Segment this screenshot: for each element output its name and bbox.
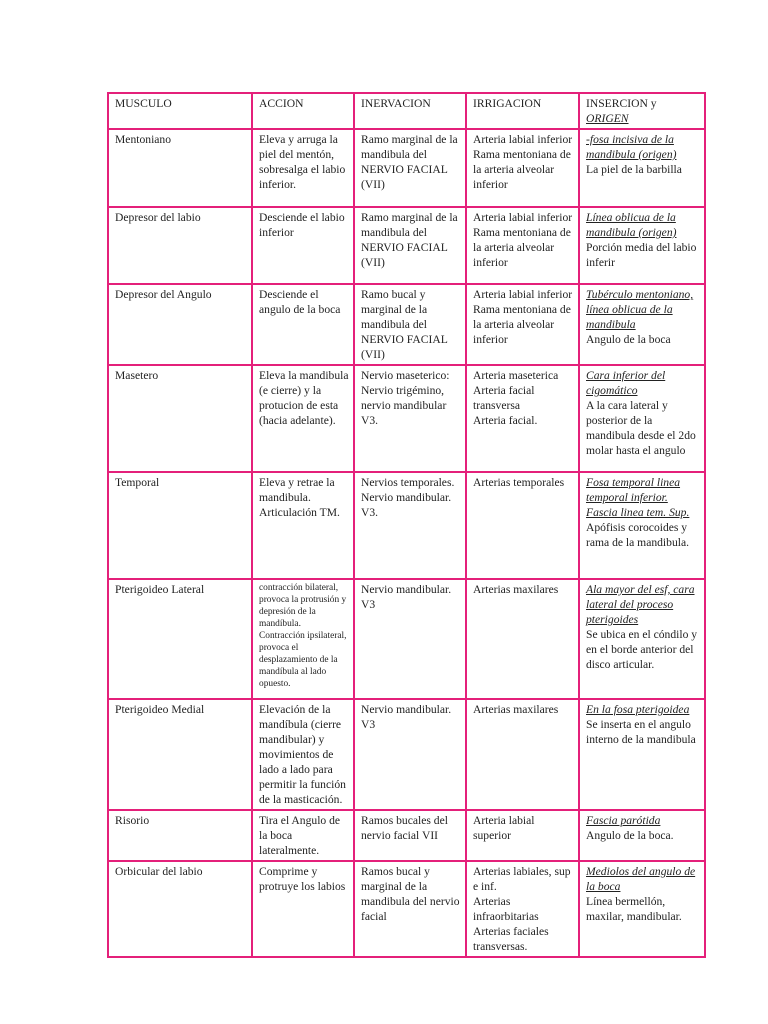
cell-irrigacion bbox=[466, 129, 579, 207]
cell-insercion-origen bbox=[579, 129, 705, 207]
irrigacion-line: Rama mentoniana de la arteria alveolar inferior bbox=[473, 226, 571, 269]
irrigacion-line: Arteria facial transversa bbox=[473, 384, 535, 412]
irrigacion-line: Arteria labial inferior bbox=[473, 133, 573, 146]
cell-accion: Comprime y protruye los labios bbox=[252, 861, 354, 957]
cell-inervacion: Nervio mandibular. V3 bbox=[354, 579, 466, 699]
header-inervacion: INERVACION bbox=[354, 93, 466, 129]
cell-inervacion: Nervio maseterico: Nervio trigémino, nervio mandibular V3. bbox=[354, 365, 466, 472]
table-row bbox=[108, 699, 705, 810]
table-row bbox=[108, 810, 705, 861]
cell-insercion-origen bbox=[579, 207, 705, 284]
muscles-table bbox=[107, 92, 706, 958]
cell-insercion-origen bbox=[579, 861, 705, 957]
irrigacion-line: Arterias infraorbitarias bbox=[473, 895, 539, 923]
cell-musculo: Depresor del labio bbox=[108, 207, 252, 284]
cell-accion: Eleva y retrae la mandibula. Articulación TM. bbox=[252, 472, 354, 579]
cell-insercion-origen bbox=[579, 699, 705, 810]
cell-accion: Eleva la mandibula (e cierre) y la protucion de esta (hacia adelante). bbox=[252, 365, 354, 472]
origen-text: Línea oblicua de la mandibula (origen) bbox=[586, 211, 677, 239]
table-row bbox=[108, 579, 705, 699]
table-row bbox=[108, 365, 705, 472]
cell-irrigacion bbox=[466, 472, 579, 579]
irrigacion-line: Arterias temporales bbox=[473, 476, 565, 489]
cell-irrigacion bbox=[466, 861, 579, 957]
origen-text: Ala mayor del esf, cara lateral del proceso pterigoides bbox=[586, 583, 695, 626]
cell-musculo: Masetero bbox=[108, 365, 252, 472]
cell-accion: Eleva y arruga la piel del mentón, sobresalga el labio inferior. bbox=[252, 129, 354, 207]
header-origen: ORIGEN bbox=[586, 112, 629, 125]
origen-text: Fosa temporal linea temporal inferior. Fascia linea tem. Sup. bbox=[586, 476, 690, 519]
cell-insercion-origen bbox=[579, 365, 705, 472]
table-row bbox=[108, 861, 705, 957]
cell-musculo: Mentoniano bbox=[108, 129, 252, 207]
irrigacion-line: Arteria labial inferior bbox=[473, 288, 573, 301]
irrigacion-line: Arterias faciales transversas. bbox=[473, 925, 549, 953]
irrigacion-line: Rama mentoniana de la arteria alveolar inferior bbox=[473, 303, 571, 346]
header-musculo: MUSCULO bbox=[108, 93, 252, 129]
cell-inervacion: Ramo bucal y marginal de la mandibula del NERVIO FACIAL (VII) bbox=[354, 284, 466, 365]
origen-text: -fosa incisiva de la mandibula (origen) bbox=[586, 133, 677, 161]
insercion-text: Angulo de la boca bbox=[586, 333, 671, 346]
cell-musculo: Pterigoideo Medial bbox=[108, 699, 252, 810]
cell-insercion-origen bbox=[579, 579, 705, 699]
irrigacion-line: Rama mentoniana de la arteria alveolar inferior bbox=[473, 148, 571, 191]
cell-irrigacion bbox=[466, 810, 579, 861]
cell-musculo: Depresor del Angulo bbox=[108, 284, 252, 365]
table-row bbox=[108, 472, 705, 579]
insercion-text: Se inserta en el angulo interno de la mandibula bbox=[586, 718, 696, 746]
cell-accion: Elevación de la mandíbula (cierre mandibular) y movimientos de lado a lado para permitir la función de la masticación. bbox=[252, 699, 354, 810]
header-irrigacion: IRRIGACION bbox=[466, 93, 579, 129]
cell-insercion-origen bbox=[579, 472, 705, 579]
cell-irrigacion bbox=[466, 207, 579, 284]
insercion-text: Angulo de la boca. bbox=[586, 829, 674, 842]
insercion-text: Apófisis corocoides y rama de la mandibula. bbox=[586, 521, 690, 549]
insercion-text: Porción media del labio inferir bbox=[586, 241, 697, 269]
header-insercion-origen bbox=[579, 93, 705, 129]
cell-accion: Tira el Angulo de la boca lateralmente. bbox=[252, 810, 354, 861]
cell-musculo: Risorio bbox=[108, 810, 252, 861]
cell-accion: Desciende el labio inferior bbox=[252, 207, 354, 284]
origen-text: Fascia parótida bbox=[586, 814, 661, 827]
insercion-text: La piel de la barbilla bbox=[586, 163, 682, 176]
cell-inervacion: Nervio mandibular. V3 bbox=[354, 699, 466, 810]
cell-irrigacion bbox=[466, 579, 579, 699]
irrigacion-line: Arteria labial inferior bbox=[473, 211, 573, 224]
origen-text: Tubérculo mentoniano, línea oblicua de la mandibula bbox=[586, 288, 694, 331]
cell-inervacion: Ramos bucal y marginal de la mandibula del nervio facial bbox=[354, 861, 466, 957]
insercion-text: A la cara lateral y posterior de la mandibula desde el 2do molar hasta el angulo bbox=[586, 399, 696, 457]
cell-musculo: Orbicular del labio bbox=[108, 861, 252, 957]
cell-insercion-origen bbox=[579, 810, 705, 861]
irrigacion-line: Arteria labial superior bbox=[473, 814, 535, 842]
header-accion: ACCION bbox=[252, 93, 354, 129]
table-row bbox=[108, 284, 705, 365]
cell-irrigacion bbox=[466, 284, 579, 365]
cell-musculo: Pterigoideo Lateral bbox=[108, 579, 252, 699]
cell-irrigacion bbox=[466, 365, 579, 472]
cell-irrigacion bbox=[466, 699, 579, 810]
cell-inervacion: Ramos bucales del nervio facial VII bbox=[354, 810, 466, 861]
irrigacion-line: Arterias labiales, sup e inf. bbox=[473, 865, 571, 893]
cell-inervacion: Ramo marginal de la mandibula del NERVIO FACIAL (VII) bbox=[354, 207, 466, 284]
cell-musculo: Temporal bbox=[108, 472, 252, 579]
header-row bbox=[108, 93, 705, 129]
cell-inervacion: Nervios temporales. Nervio mandibular. V3. bbox=[354, 472, 466, 579]
table-row bbox=[108, 207, 705, 284]
insercion-text: Línea bermellón, maxilar, mandibular. bbox=[586, 895, 682, 923]
irrigacion-line: Arterias maxilares bbox=[473, 583, 559, 596]
table-row bbox=[108, 129, 705, 207]
origen-text: En la fosa pterigoidea bbox=[586, 703, 690, 716]
origen-text: Mediolos del angulo de la boca bbox=[586, 865, 696, 893]
header-insercion: INSERCION y bbox=[586, 97, 657, 110]
insercion-text: Se ubica en el cóndilo y en el borde anterior del disco articular. bbox=[586, 628, 698, 671]
cell-accion: contracción bilateral, provoca la protrusión y depresión de la mandíbula. Contracción ipsilateral, provoca el desplazamiento de la mandíbula al lado opuesto. bbox=[252, 579, 354, 699]
cell-insercion-origen bbox=[579, 284, 705, 365]
irrigacion-line: Arteria maseterica bbox=[473, 369, 559, 382]
irrigacion-line: Arterias maxilares bbox=[473, 703, 559, 716]
cell-accion: Desciende el angulo de la boca bbox=[252, 284, 354, 365]
irrigacion-line: Arteria facial. bbox=[473, 414, 538, 427]
origen-text: Cara inferior del cigomático bbox=[586, 369, 666, 397]
cell-inervacion: Ramo marginal de la mandibula del NERVIO FACIAL (VII) bbox=[354, 129, 466, 207]
